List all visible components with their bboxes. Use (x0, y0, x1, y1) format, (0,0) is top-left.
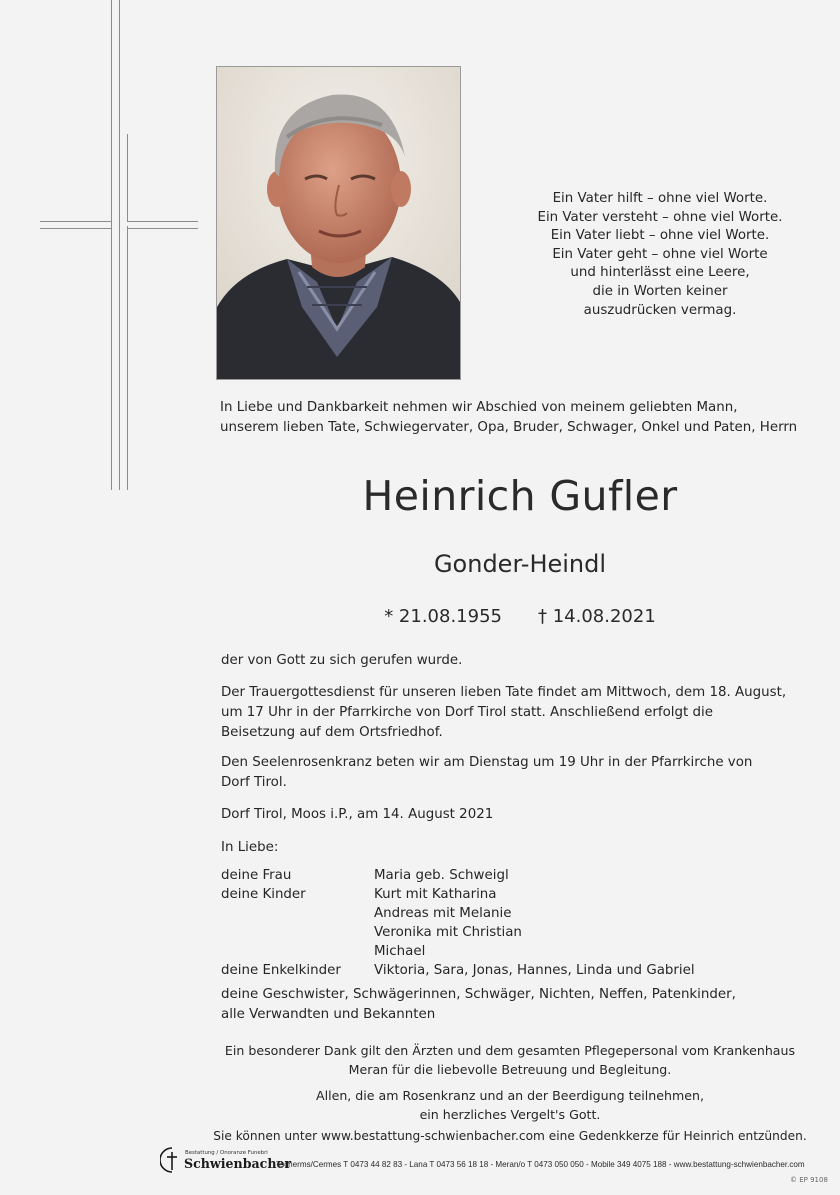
family-row (221, 923, 811, 942)
poem-line: Ein Vater liebt – ohne viel Worte. (550, 228, 770, 244)
relatives-text (221, 985, 811, 1025)
poem (500, 190, 820, 320)
family-relation (221, 904, 374, 923)
relatives-line: deine Geschwister, Schwägerinnen, Schwäger, Nichten, Neffen, Patenkinder, (221, 987, 736, 1002)
portrait-photo (216, 66, 461, 380)
cross-horizontal-bottom (40, 228, 111, 229)
family-names: Viktoria, Sara, Jonas, Hannes, Linda und Gabriel (374, 963, 695, 978)
cross-horizontal-top (40, 221, 111, 222)
place-date (221, 805, 811, 825)
funeral-line: um 17 Uhr in der Pfarrkirche von Dorf Tirol statt. Anschließend erfolgt die (221, 705, 713, 720)
place-date-line: Dorf Tirol, Moos i.P., am 14. August 2021 (221, 807, 494, 822)
poem-line: die in Worten keiner (592, 283, 728, 299)
footer-contacts: Tscherms/Cermes T 0473 44 82 83 - Lana T 0473 56 18 18 - Meran/o T 0473 050 050 - Mobile 349 4075 188 - www.bestattung-schwienbacher.com (276, 1160, 805, 1169)
family-relation: deine Kinder (221, 887, 306, 902)
intro-text (220, 398, 820, 438)
funeral-line: Der Trauergottesdienst für unseren lieben Tate findet am Mittwoch, dem 18. August, (221, 685, 787, 700)
border-line-left-inner (119, 0, 120, 490)
thanks-all (200, 1086, 820, 1124)
rosary-line: Dorf Tirol. (221, 775, 287, 790)
funeral-text (221, 683, 811, 743)
life-dates (220, 604, 820, 630)
called-home-text (221, 651, 811, 671)
cross-horizontal-bottom-right (128, 228, 198, 229)
intro-line: In Liebe und Dankbarkeit nehmen wir Abschied von meinem geliebten Mann, (220, 400, 738, 415)
poem-line: auszudrücken vermag. (583, 302, 737, 318)
called-home-line: der von Gott zu sich gerufen wurde. (221, 653, 463, 668)
cross-vertical-left (127, 134, 128, 222)
poem-line: Ein Vater geht – ohne viel Worte (552, 246, 768, 262)
death-date: † 14.08.2021 (538, 606, 656, 627)
thanks-all-line: ein herzliches Vergelt's Gott. (419, 1107, 601, 1122)
candle-note: Sie können unter www.bestattung-schwienbacher.com eine Gedenkkerze für Heinrich entzünden. (213, 1129, 807, 1143)
family-relation (221, 942, 374, 961)
funeral-line: Beisetzung auf dem Ortsfriedhof. (221, 725, 443, 740)
in-love-label (221, 838, 811, 858)
family-names: Andreas mit Melanie (374, 906, 512, 921)
relatives-line: alle Verwandten und Bekannten (221, 1007, 436, 1022)
family-relation: deine Enkelkinder (221, 963, 341, 978)
birth-date: * 21.08.1955 (384, 606, 502, 627)
family-row (221, 904, 811, 923)
thanks-staff-line: Meran für die liebevolle Betreuung und Begleitung. (348, 1062, 672, 1077)
poem-line: Ein Vater hilft – ohne viel Worte. (552, 191, 768, 206)
cross-vertical-right (127, 226, 128, 490)
deceased-name: Heinrich Gufler (362, 472, 678, 520)
family-row (221, 866, 811, 885)
cross-logo-icon (160, 1146, 184, 1174)
funeral-home-footer (160, 1144, 820, 1178)
thanks-staff-line: Ein besonderer Dank gilt den Ärzten und dem gesamten Pflegepersonal vom Krankenhaus (224, 1043, 796, 1058)
deceased-nickname: Gonder-Heindl (433, 550, 607, 578)
family-names: Kurt mit Katharina (374, 887, 497, 902)
intro-line: unserem lieben Tate, Schwiegervater, Opa, Bruder, Schwager, Onkel und Paten, Herrn (220, 420, 798, 435)
family-row (221, 942, 811, 961)
family-list (221, 866, 811, 980)
rosary-text (221, 753, 811, 793)
thanks-all-line: Allen, die am Rosenkranz und an der Beerdigung teilnehmen, (315, 1088, 705, 1103)
family-names: Michael (374, 944, 426, 959)
thanks-staff (200, 1041, 820, 1079)
family-relation (221, 923, 374, 942)
family-names: Veronika mit Christian (374, 925, 522, 940)
family-row (221, 961, 811, 980)
poem-line: Ein Vater versteht – ohne viel Worte. (537, 209, 783, 225)
in-love-line: In Liebe: (221, 840, 279, 855)
poem-line: und hinterlässt eine Leere, (570, 265, 750, 281)
print-code: © EP 9108 (790, 1176, 828, 1184)
logo-name: Schwienbacher (184, 1156, 292, 1171)
border-line-left (111, 0, 112, 490)
rosary-line: Den Seelenrosenkranz beten wir am Dienstag um 19 Uhr in der Pfarrkirche von (221, 755, 753, 770)
logo-subtitle: Bestattung / Onoranze Funebri (185, 1150, 268, 1156)
cross-horizontal-top-right (128, 221, 198, 222)
family-row (221, 885, 811, 904)
family-relation: deine Frau (221, 868, 292, 883)
family-names: Maria geb. Schweigl (374, 868, 509, 883)
